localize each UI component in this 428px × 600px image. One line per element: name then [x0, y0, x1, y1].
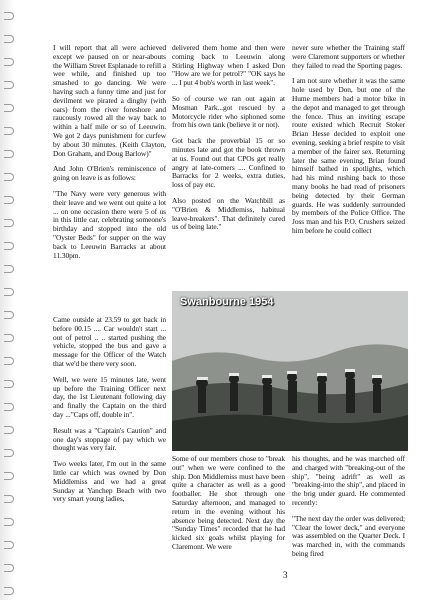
paragraph: Two weeks later, I'm out in the same little car which was owned by Don Middlemiss and we had a great Sunday at Yanchep Beach with two very smart young ladies, — [53, 459, 166, 504]
paragraph: And John O'Brien's reminiscence of going on leave is as follows: — [53, 164, 166, 183]
binding-ring — [4, 265, 14, 273]
binding-ring — [4, 242, 14, 250]
binding-ring — [4, 150, 14, 158]
binding-ring — [4, 541, 14, 549]
binding-ring — [4, 81, 14, 89]
binding-ring — [4, 449, 14, 457]
column-middle-bottom — [172, 455, 285, 559]
paragraph: delivered them home and then were coming back to Leeuwin along Stirling Highway when I asked Don "How are we for petrol?" "OK says he ... I put 4 bob's worth in last week". — [172, 43, 285, 88]
paragraph: Some of our members chose to "break out" when we were confined to the ship. Don Middlemiss must have been quite a character as well as a good footballer. He shot through one Saturday afternoon, and managed to return in the evening without his absence being detected. Next day the "Sunday Times" recorded that he had kicked six goals whilst playing for Claremont. We were — [172, 454, 285, 551]
binding-ring — [4, 173, 14, 181]
binding-ring — [4, 564, 14, 572]
binding-ring — [4, 311, 14, 319]
photo-illustration — [172, 291, 408, 451]
binding-ring — [4, 104, 14, 112]
binding-ring — [4, 127, 14, 135]
paragraph: never sure whether the Training staff were Claremont supporters or whether they failed to read the Sporting pages. — [292, 43, 405, 70]
paragraph: Got back the proverbial 15 or so minutes late and got the book thrown at us. Found out that CPOs get really angry at late-comers .... Confined to Barracks for 2 weeks, extra duties, loss of pay etc. — [172, 136, 285, 190]
binding-ring — [4, 426, 14, 434]
column-left-bottom — [53, 316, 166, 511]
binding-ring — [4, 403, 14, 411]
photo-swanbourne — [172, 291, 408, 451]
photo-caption: Swanbourne 1954 — [180, 296, 274, 308]
paragraph: "The Navy were very generous with their leave and we went out quite a lot ... on one occasion there were 5 of us in this little car, celebrating someone's birthday and stopped into the old "Oyster Beds" for supper on the way back to Leeuwin Barracks at about 11.30pm. — [53, 188, 166, 260]
binding-ring — [4, 380, 14, 388]
column-middle-top — [172, 44, 285, 239]
binding-ring — [4, 196, 14, 204]
binding-ring — [4, 495, 14, 503]
binding-ring — [4, 58, 14, 66]
column-left-top — [53, 44, 166, 267]
column-right-top — [292, 44, 405, 243]
paragraph: Also posted on the Watchbill as "O'Brien & Middlemiss, habitual leave-breakers". That definitely cured us of being late." — [172, 195, 285, 232]
binding-ring — [4, 12, 14, 20]
paragraph: I will report that all were achieved except we paused on or near-abouts the William Street Esplanade to refill a wee while, and finished up too smashed to go dancing. We were having such a funny time and just for devilment we pirated a dinghy (with oars) from the river foreshore and raucously rowed all the way back to within a half mile or so of Leeuwin. We got 2 days punishment for curfew by about 30 minutes. (Keith Clayton, Don Graham, and Doug Barlow)" — [53, 43, 166, 158]
binding-ring — [4, 288, 14, 296]
binding-ring — [4, 357, 14, 365]
binding-ring — [4, 518, 14, 526]
column-right-bottom — [292, 455, 405, 566]
paragraph: So of course we ran out again at Mosman Park...got rescued by a Motorcycle rider who siphoned some from his own tank (believe it or not). — [172, 93, 285, 130]
paragraph: Well, we were 15 minutes late, went up before the Training Officer next day, the 1st Lieutenant following day and finally the Captain on the third day ..."Caps off, double in". — [53, 374, 166, 419]
binding-ring — [4, 587, 14, 595]
binding-ring — [4, 334, 14, 342]
paragraph: his thoughts, and he was marched off and charged with "breaking-out of the ship", "being adrift" as well as "breaking-into the ship", and placed in the brig under guard. He commented recently: — [292, 454, 405, 507]
binding-ring — [4, 472, 14, 480]
page-number: 3 — [283, 570, 288, 580]
spiral-binding — [4, 0, 14, 600]
paragraph: "The next day the order was delivered; "Clear the lower deck," and everyone was assembled on the Quarter Deck. I was marched in, with the commands being fired — [292, 513, 405, 558]
paragraph: Result was a "Captain's Caution" and one day's stoppage of pay which we thought was very fair. — [53, 425, 166, 453]
binding-ring — [4, 35, 14, 43]
paragraph: Came outside at 23.59 to get back in before 00.15 .... Car wouldn't start ... out of petrol .. .. started pushing the vehicle, stopped the bus and gave a message for the Officer of the Watch that we'd be there very soon. — [53, 315, 166, 368]
paragraph: I am not sure whether it was the same hole used by Don, but one of the Hume members had a motor bike in the depot and managed to get through the fence. Thus an inviting escape route existed which Recruit Stoker Brian Hesse decided to exploit one evening, seeking a brief respite to visit a member of the fairer sex. Returning later the same evening, Brian found himself bathed in spotlights, which had his mind rushing back to those many books he had read of prisoners being detected by their German guards. He was suddenly surrounded by members of the Police Office. The Joss man and his P.O. Crushers seized him before he could collect — [292, 76, 405, 235]
binding-ring — [4, 219, 14, 227]
